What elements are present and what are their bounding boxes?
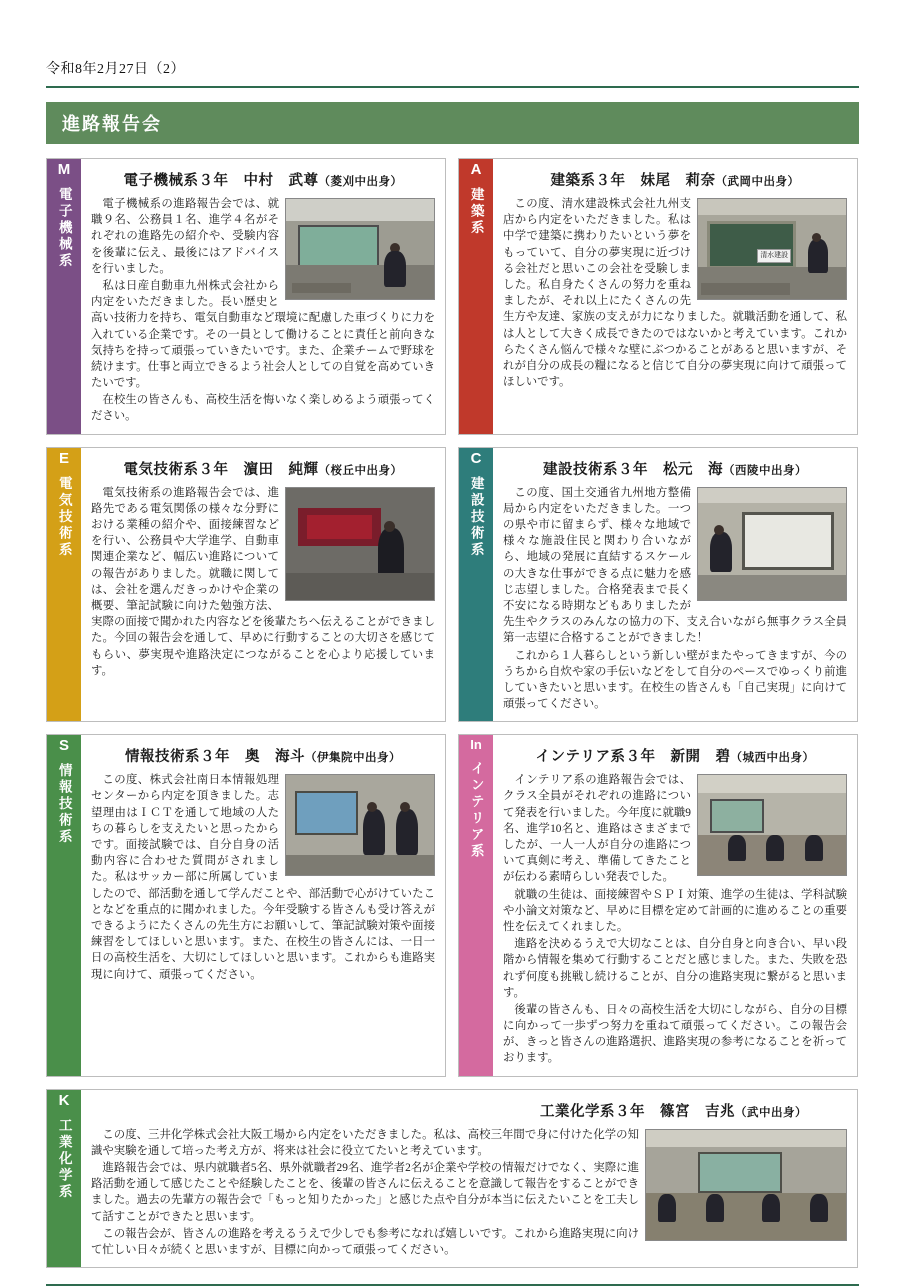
- tab-label: 情報技術系: [56, 763, 72, 846]
- card-body: [503, 196, 847, 391]
- card-title: [503, 745, 847, 766]
- card-title-main: 電子機械系３年 中村 武尊: [123, 173, 319, 189]
- card-title-note: （桜丘中出身）: [318, 464, 403, 477]
- card-body: [91, 196, 435, 426]
- report-card-joho-gijutsu: [46, 734, 446, 1076]
- photo-students-report: [285, 774, 435, 876]
- card-body: [503, 485, 847, 714]
- tab-label: インテリア系: [468, 761, 484, 861]
- report-card-kogyo-kagaku: [46, 1089, 858, 1269]
- report-card-kenchiku: [458, 158, 858, 435]
- paragraph: 電子機械系の進路報告会では、就職９名、公務員１名、進学４名がそれぞれの進路先の紹介や、受験内容を後輩に伝え、最後にはアドバイスを行いました。: [91, 198, 279, 275]
- tab-label: 電気技術系: [56, 475, 72, 559]
- tab-letter: S: [58, 737, 69, 755]
- tab-label: 建築系: [468, 187, 484, 237]
- card-title-main: 工業化学系３年 篠宮 吉兆: [540, 1103, 735, 1120]
- card-title-main: 建設技術系３年 松元 海: [543, 461, 723, 478]
- tab-letter: A: [470, 161, 482, 178]
- card-body: [503, 772, 847, 1067]
- paragraph: 就職の生徒は、面接練習やＳＰＩ対策、進学の生徒は、学科試験や小論文対策など、早めに目標を定めて計画的に進めることの重要性を伝えてくれました。: [503, 888, 847, 933]
- paragraph: この度、三井化学株式会社大阪工場から内定をいただきました。私は、高校三年間で身に付けた化学の知識や実験を通して培った考え方が、将来は社会に役立てたいと考えています。: [91, 1128, 639, 1157]
- tab-letter: K: [58, 1091, 70, 1109]
- photo-classroom-presentation: [697, 487, 847, 601]
- card-title: [503, 169, 847, 190]
- photo-classroom-interior: [697, 774, 847, 876]
- report-card-grid: [46, 158, 859, 1268]
- report-card-interior: [458, 734, 858, 1076]
- report-card-kensetsu-gijutsu: [458, 447, 858, 723]
- section-title: 進路報告会: [46, 102, 859, 144]
- card-title-note: （武中出身）: [735, 1106, 807, 1119]
- report-card-denshi-kikai: [46, 158, 446, 435]
- paragraph: 在校生の皆さんも、高校生活を悔いなく楽しめるよう頑張ってください。: [91, 394, 435, 423]
- card-title-main: 情報技術系３年 奥 海斗: [125, 749, 305, 766]
- page-date-header: 令和8年2月27日（2）: [46, 62, 185, 77]
- card-title: [91, 1100, 847, 1121]
- card-body: [91, 1127, 847, 1260]
- card-title: [503, 458, 847, 479]
- card-title: [91, 458, 435, 479]
- paragraph: 電気技術系の進路報告会では、進路先である電気関係の様々な分野における業種の紹介や、面接練習などを行い、公務員や大学進学、自動車関連企業など、幅広い進路についての報告がありました。就職に関しては、会社を選んだきっかけや企業の概要、筆記試験に向けた勉強方法、実際の面接で聞かれた内容などを後輩たちへ伝えることができました。今回の報告会を通して、早めに行動することの大切さを感じてもらい、夢実現や進路決定につながることを心より応援しています。: [91, 486, 435, 677]
- category-tab-kogyo-kagaku: [47, 1090, 81, 1268]
- tab-letter: M: [57, 161, 71, 178]
- tab-label: 建設技術系: [468, 475, 484, 559]
- card-title-main: 電気技術系３年 濵田 純輝: [123, 461, 319, 478]
- card-title-note: （城西中出身）: [730, 752, 815, 765]
- card-title-main: インテリア系３年 新開 碧: [535, 749, 731, 766]
- category-tab-kensetsu-gijutsu: [459, 448, 493, 722]
- tab-label: 電子機械系: [56, 187, 72, 270]
- paragraph: 私は日産自動車九州株式会社から内定をいただきました。長い歴史と高い技術力を持ち、電気自動車など環境に配慮した車づくりに力を入れている企業です。その一員として働けることに責任と前向きな気持ちを持って頑張っていきたいです。また、企業チームで野球を続けます。仕事と両立できるよう社会人としての自覚を高めていきたいです。: [91, 279, 435, 390]
- paragraph: 後輩の皆さんも、日々の高校生活を大切にしながら、自分の目標に向かって一歩ずつ努力を重ねて頑張ってください。この報告会が、きっと皆さんの進路選択、進路実現の参考になることを祈っております。: [503, 1003, 847, 1065]
- photo-chemistry-report: [645, 1129, 847, 1241]
- report-card-denki-gijutsu: [46, 447, 446, 723]
- paragraph: これから１人暮らしという新しい壁がまたやってきますが、今のうちから自炊や家の手伝いなどをして自分のペースでゆっくり前進していきたいと思います。在校生の皆さんも「自己実現」に向けて頑張ってください。: [503, 649, 847, 711]
- card-title-note: （菱刈中出身）: [318, 176, 403, 188]
- tab-letter: C: [470, 449, 482, 467]
- card-body: [91, 772, 435, 983]
- paragraph: 進路を決めるうえで大切なことは、自分自身と向き合い、早い段階から情報を集めて行動することだと感じました。また、失敗を恐れず何度も挑戦し続けることが、自分の進路実現に繋がると思います。: [503, 938, 847, 999]
- card-title-main: 建築系３年 妹尾 莉奈: [550, 173, 716, 189]
- card-body: [91, 485, 435, 680]
- tab-letter: In: [470, 737, 482, 753]
- category-tab-kenchiku: [459, 159, 493, 434]
- paragraph: この報告会が、皆さんの進路を考えるうえで少しでも参考になれば嬉しいです。これから進路実現に向けて忙しい日々が続くと思いますが、目標に向かって頑張ってください。: [91, 1227, 639, 1256]
- paragraph: インテリア系の進路報告会では、クラス全員がそれぞれの進路について発表を行いました。今年度に就職9名、進学10名と、進路はさまざまでしたが、一人一人が自分の進路について真剣に考え、準備してきたことが伝わる素晴らしい発表でした。: [503, 774, 691, 884]
- category-tab-denki-gijutsu: [47, 448, 81, 722]
- category-tab-denshi-kikai: [47, 159, 81, 434]
- card-title: [91, 169, 435, 190]
- category-tab-interior: [459, 735, 493, 1075]
- paragraph: この度、株式会社南日本情報処理センターから内定を頂きました。志望理由はＩＣＴを通して地域の人たちの暮らしを支えたいと思ったからです。面接試験では、自分自身の活動内容に合わせた質問がされました。私はサッカー部に所属していましたので、部活動を通して学んだことや、部活動で心がけていたことなどを重点的に聞かれました。今年受験する皆さんも受け答えができるようにたくさんの先生方にお願いして、筆記試験対策や面接練習をしてほしいと思います。また、在校生の皆さんには、一日一日の高校生活を、大切にしてほしいと思います。これからも進路実現に向けて、頑張ってください。: [91, 774, 435, 981]
- paragraph: この度、清水建設株式会社九州支店から内定をいただきました。私は中学で建築に携わりたいという夢をもっていて、自分の夢実現に近づける会社だと思いこの会社を受験しました。私自身たくさんの努力を重ねましたが、それ以上にたくさんの先生方や友達、家族の支えが力になりました。就職活動を通して、私は人として大きく成長できたのではないかと考えています。これからたくさん悩んで様々な壁にぶつかることがあると思いますが、それが自分の成長の糧になると信じて自分の夢実現に向けて頑張ってほしいです。: [503, 198, 847, 389]
- card-title-note: （伊集院中出身）: [305, 752, 401, 765]
- paragraph: 進路報告会では、県内就職者5名、県外就職者29名、進学者2名が企業や学校の情報だけでなく、実際に進路活動を通して感じたことや経験したことを、後輩の皆さんに伝えることを意識して報告をすることができました。過去の先輩方の報告会で「もっと知りたかった」と感じた点や自分が本当に伝えたいことを工夫して話すことができたと思います。: [91, 1162, 639, 1223]
- header-divider: [46, 86, 859, 88]
- photo-presentation-hall: [285, 198, 435, 300]
- photo-classroom-shimizu: [697, 198, 847, 300]
- card-title: [91, 745, 435, 766]
- tab-label: 工業化学系: [56, 1117, 72, 1201]
- category-tab-joho-gijutsu: [47, 735, 81, 1075]
- paragraph: この度、国土交通省九州地方整備局から内定をいただきました。一つの県や市に留まらず、様々な地域で様々な施設住民と関わり合いながら、地域の発展に直結するスケールの大きな仕事ができる点に魅力を感じ志望しました。合格発表まで長く不安になる時期などもありましたが先生やクラスのみんなの協力の下、支え合いながら無事クラス全員第一志望に合格することができました！: [503, 486, 847, 645]
- photo-caption-label: 清水建設: [757, 249, 791, 263]
- photo-podium-speaker: [285, 487, 435, 601]
- card-title-note: （武岡中出身）: [715, 176, 800, 188]
- card-title-note: （西陵中出身）: [723, 464, 807, 477]
- tab-letter: E: [58, 449, 69, 467]
